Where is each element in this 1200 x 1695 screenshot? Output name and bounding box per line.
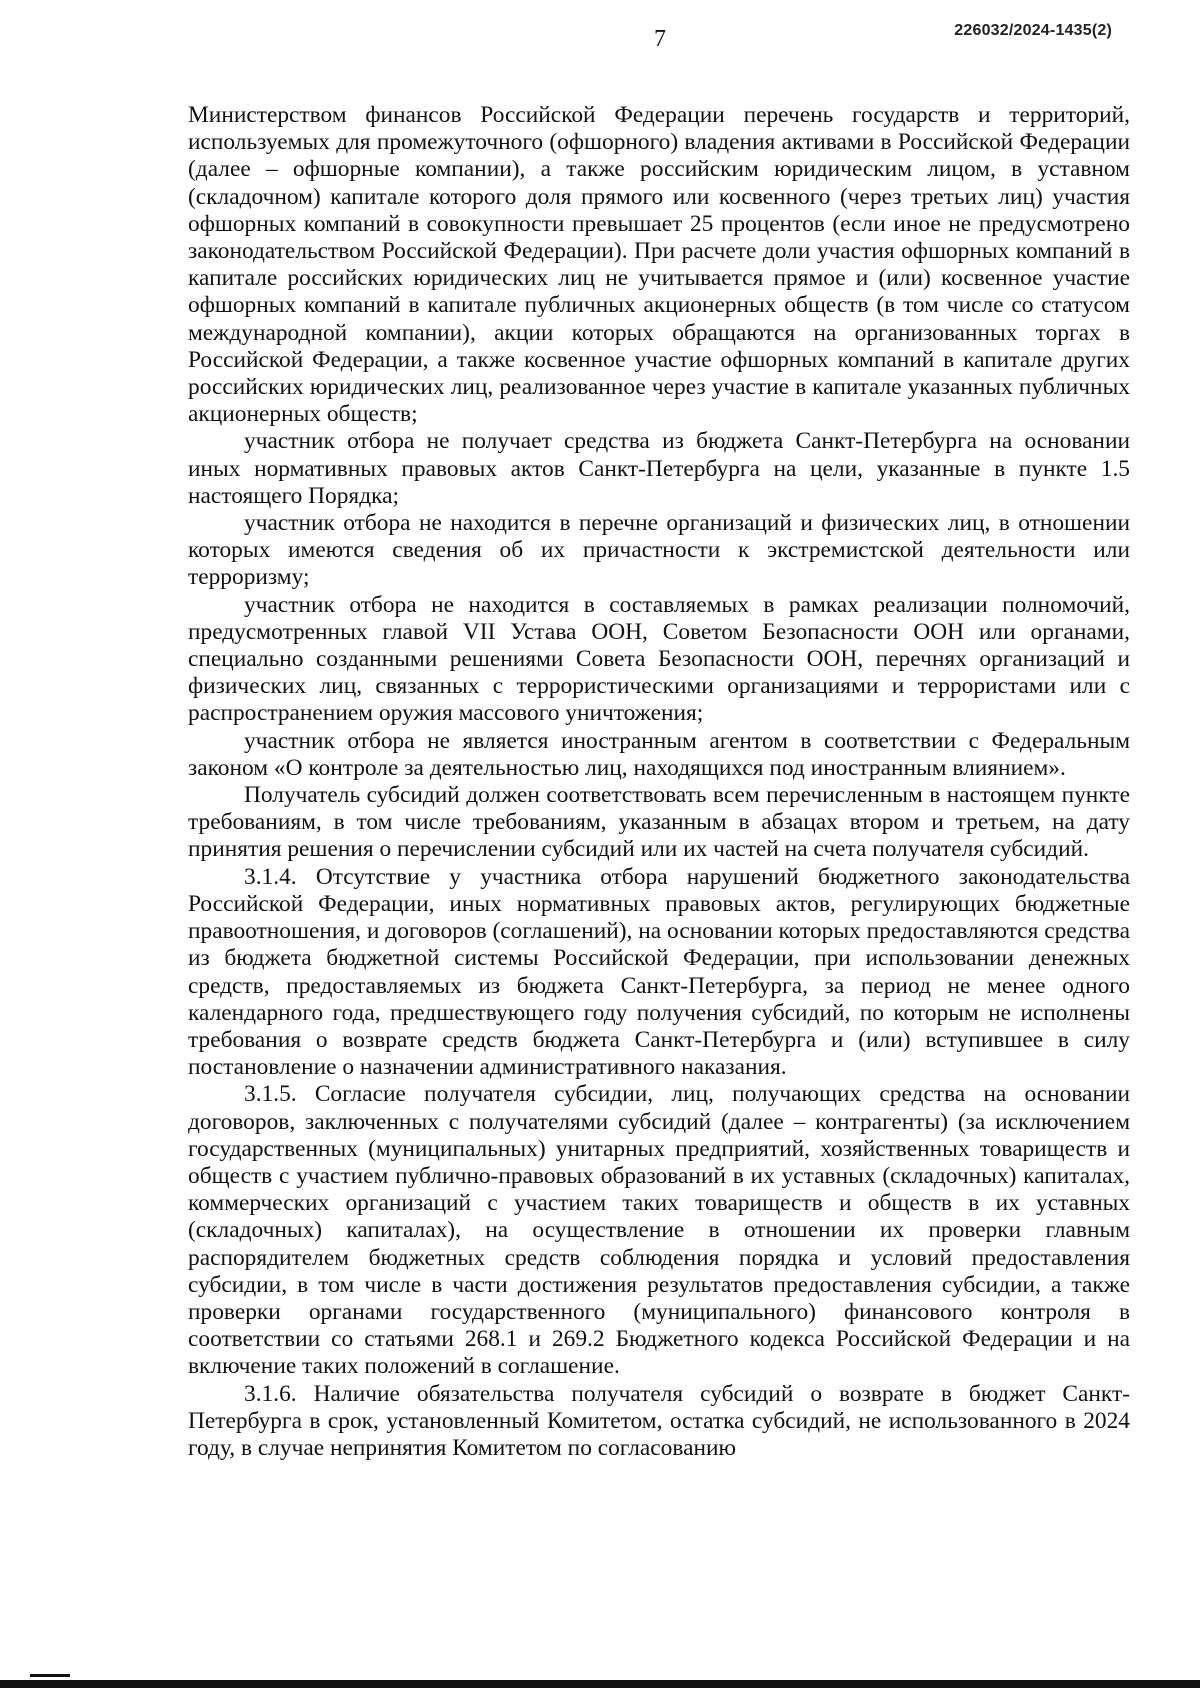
paragraph-no-un-sanctions-list: участник отбора не находится в составляемых в рамках реализации полномочий, предусмотренных главой VII Устава ООН, Советом Безопасности ООН или органами, специально созданными решениями Совета Безопасности ООН, перечнях организаций и физических лиц, связанных с террористическими организациями и террористами или с распространением оружия массового уничтожения;: [188, 591, 1130, 727]
document-id: 226032/2024-1435(2): [954, 22, 1112, 39]
paragraph-no-extremism-list: участник отбора не находится в перечне организаций и физических лиц, в отношении которых имеются сведения об их причастности к экстремистской деятельности или терроризму;: [188, 510, 1130, 591]
paragraph-no-other-budget-funds: участник отбора не получает средства из бюджета Санкт-Петербурга на основании иных нормативных правовых актов Санкт-Петербурга на цели, указанные в пункте 1.5 настоящего Порядка;: [188, 428, 1130, 509]
paragraph-recipient-compliance: Получатель субсидий должен соответствовать всем перечисленным в настоящем пункте требованиям, в том числе требованиям, указанным в абзацах втором и третьем, на дату принятия решения о перечислении субсидий или их частей на счета получателя субсидий.: [188, 782, 1130, 863]
scan-bottom-edge: [0, 1680, 1200, 1688]
paragraph-clause-3-1-5: 3.1.5. Согласие получателя субсидии, лиц, получающих средства на основании договоров, заключенных с получателями субсидий (далее – контрагенты) (за исключением государственных (муниципальных) унитарных предприятий, хозяйственных товариществ и обществ с участием публично-правовых образований в их уставных (складочных) капиталах, коммерческих организаций с участием таких товариществ и обществ в их уставных (складочных) капиталах), на осуществление в отношении их проверки главным распорядителем бюджетных средств соблюдения порядка и условий предоставления субсидии, в том числе в части достижения результатов предоставления субсидии, а также проверки органами государственного (муниципального) финансового контроля в соответствии со статьями 268.1 и 269.2 Бюджетного кодекса Российской Федерации и на включение таких положений в соглашение.: [188, 1081, 1130, 1380]
paragraph-not-foreign-agent: участник отбора не является иностранным агентом в соответствии с Федеральным законом «О контроле за деятельностью лиц, находящихся под иностранным влиянием».: [188, 727, 1130, 781]
paragraph-offshore-definition: Министерством финансов Российской Федерации перечень государств и территорий, используемых для промежуточного (офшорного) владения активами в Российской Федерации (далее – офшорные компании), а также российским юридическим лицом, в уставном (складочном) капитале которого доля прямого или косвенного (через третьих лиц) участия офшорных компаний в совокупности превышает 25 процентов (если иное не предусмотрено законодательством Российской Федерации). При расчете доли участия офшорных компаний в капитале российских юридических лиц не учитывается прямое и (или) косвенное участие офшорных компаний в капитале публичных акционерных обществ (в том числе со статусом международной компании), акции которых обращаются на организованных торгах в Российской Федерации, а также косвенное участие офшорных компаний в капитале других российских юридических лиц, реализованное через участие в капитале указанных публичных акционерных обществ;: [188, 102, 1130, 428]
page-number: 7: [654, 26, 666, 52]
document-body: [188, 102, 1130, 1462]
paragraph-clause-3-1-6: 3.1.6. Наличие обязательства получателя субсидий о возврате в бюджет Санкт-Петербурга в срок, установленный Комитетом, остатка субсидий, не использованного в 2024 году, в случае непринятия Комитетом по согласованию: [188, 1380, 1130, 1461]
scan-edge-mark: [30, 1674, 70, 1677]
paragraph-clause-3-1-4: 3.1.4. Отсутствие у участника отбора нарушений бюджетного законодательства Российской Федерации, иных нормативных правовых актов, регулирующих бюджетные правоотношения, и договоров (соглашений), на основании которых предоставляются средства из бюджета бюджетной системы Российской Федерации, при использовании денежных средств, предоставляемых из бюджета Санкт-Петербурга, за период не менее одного календарного года, предшествующего году получения субсидий, по которым не исполнены требования о возврате средств бюджета Санкт-Петербурга и (или) вступившее в силу постановление о назначении административного наказания.: [188, 863, 1130, 1081]
